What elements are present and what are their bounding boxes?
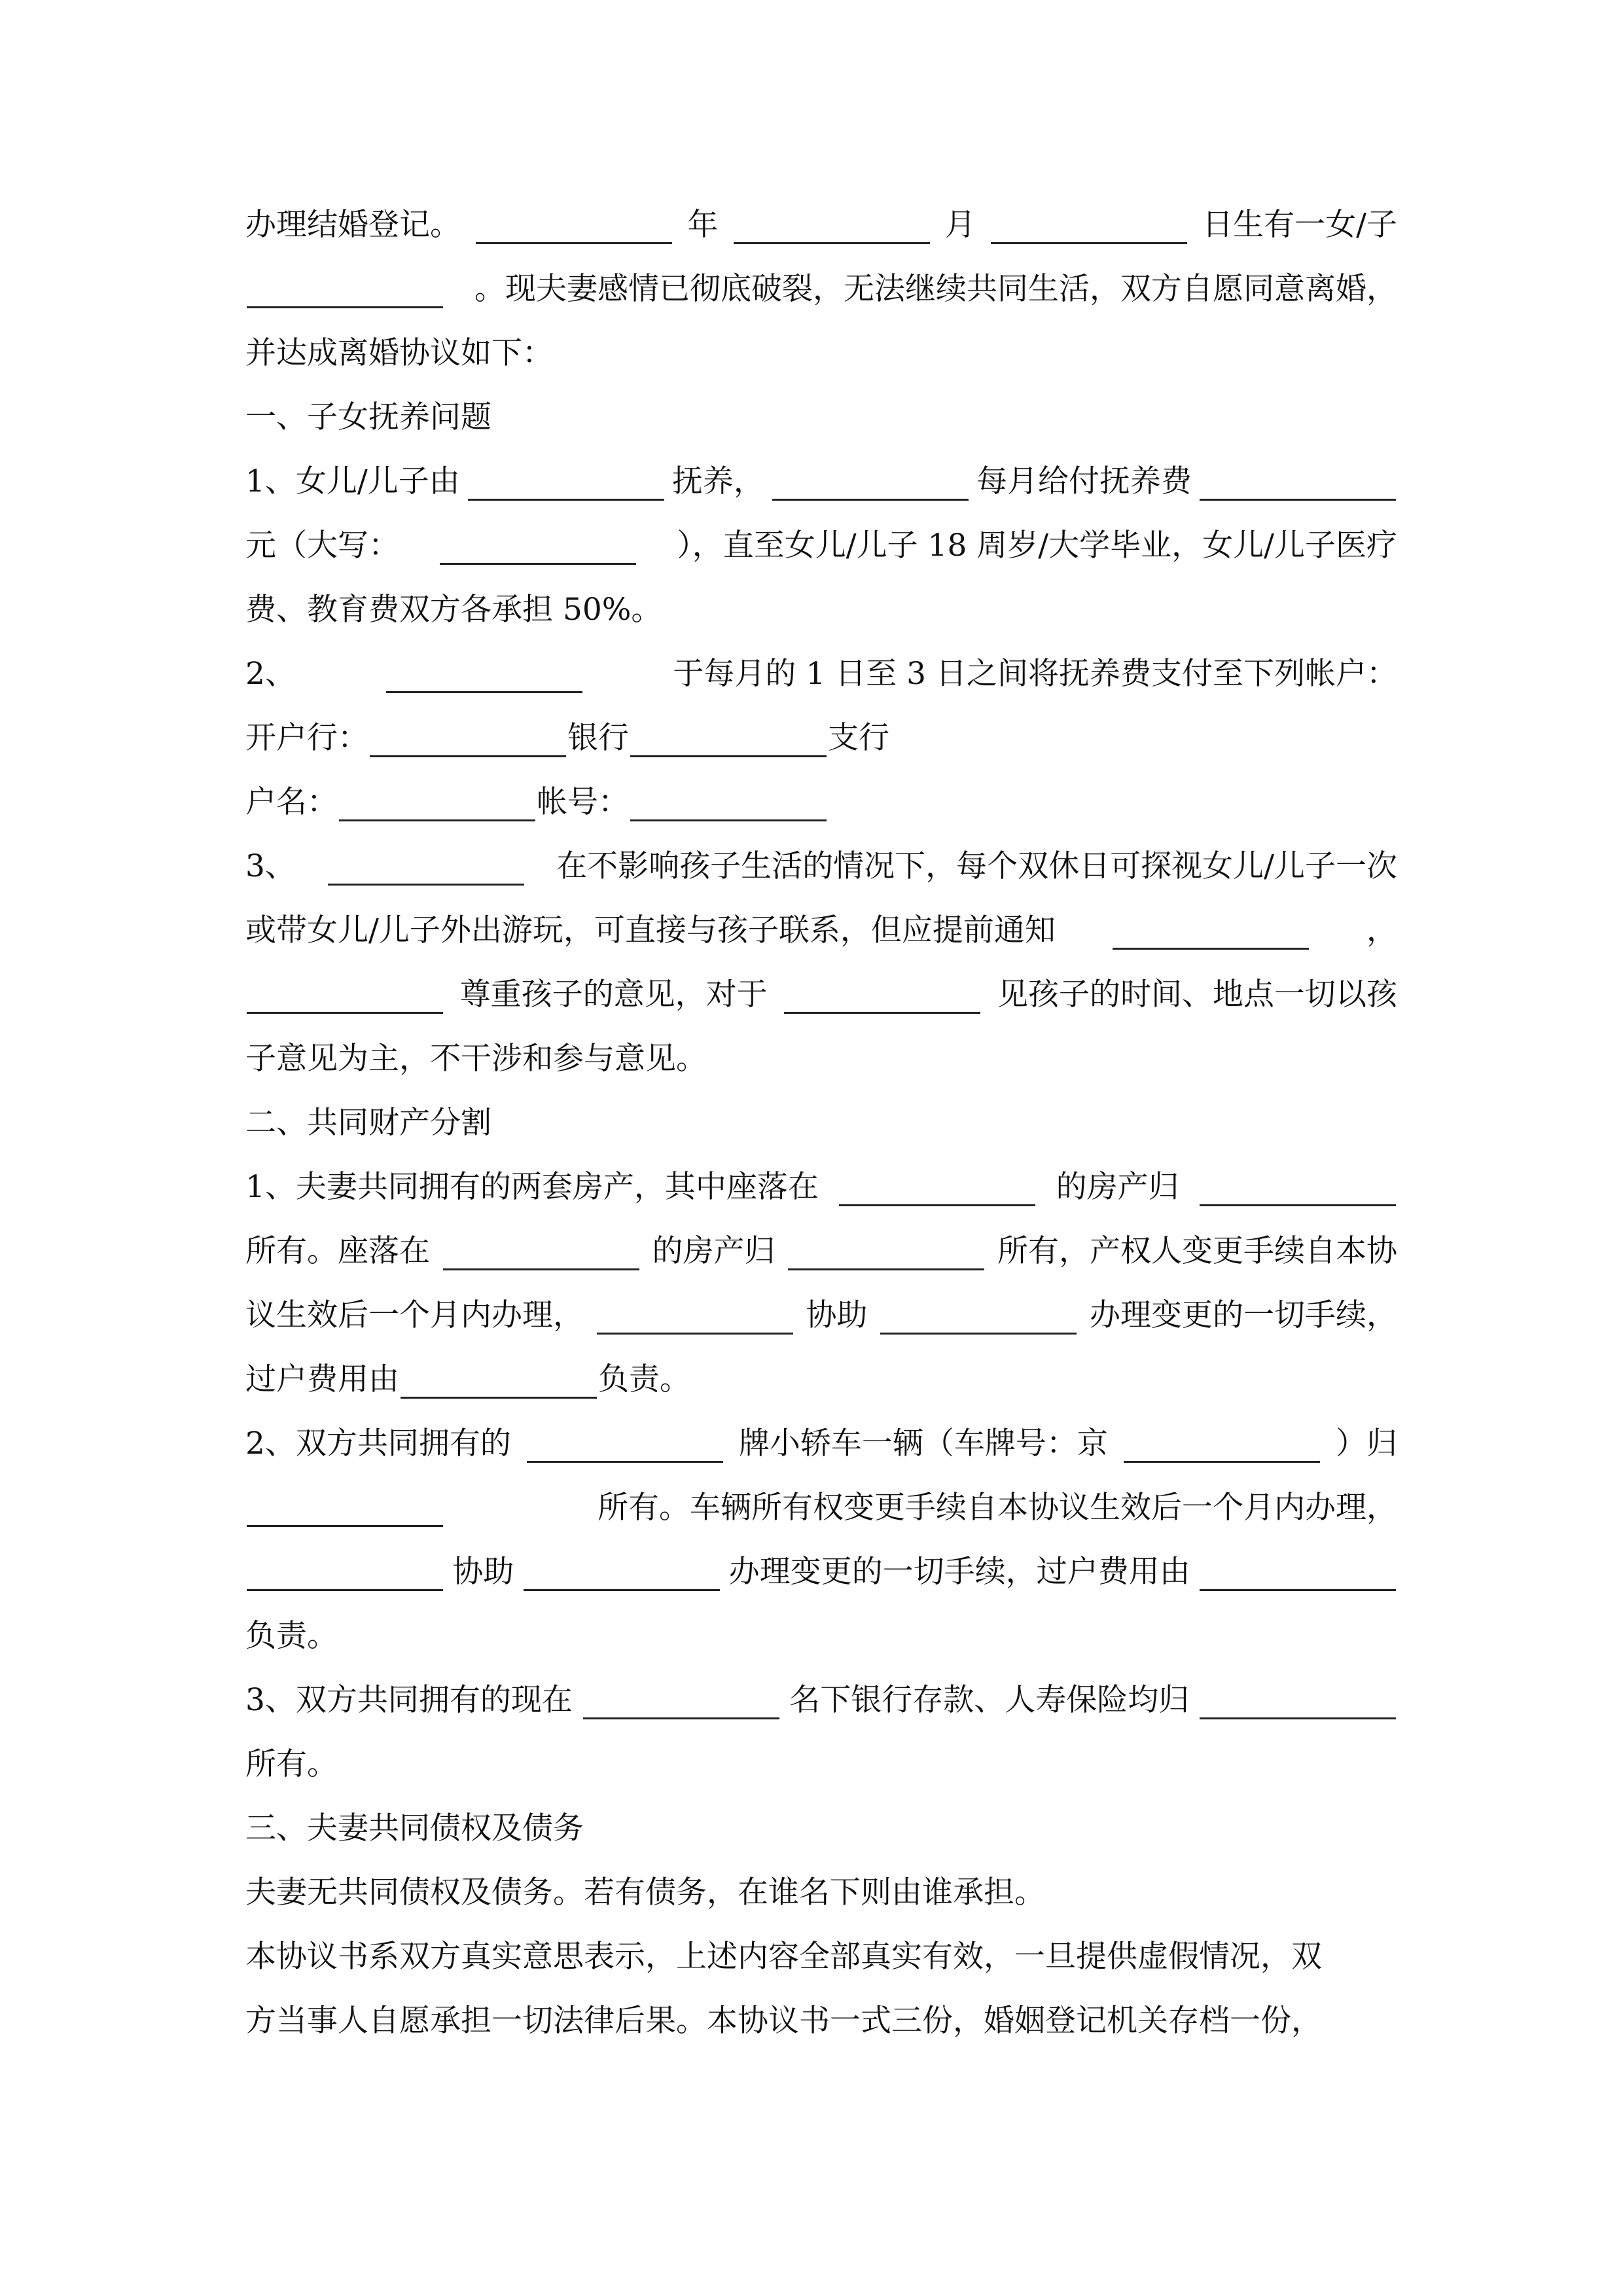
fill-in-blank[interactable] xyxy=(440,528,636,565)
line-text: 费、教育费双方各承担 50%。 xyxy=(245,592,662,628)
line-text: 名下银行存款、人寿保险均归 xyxy=(789,1682,1190,1718)
text-line xyxy=(245,899,1397,963)
line-text: 过户费用由 xyxy=(245,1361,399,1397)
fill-in-blank[interactable] xyxy=(247,1490,443,1527)
line-text: 一、子女抚养问题 xyxy=(245,399,491,435)
text-line xyxy=(245,450,1397,514)
line-text: 二、共同财产分割 xyxy=(245,1105,491,1141)
text-line xyxy=(245,1091,1397,1155)
fill-in-blank[interactable] xyxy=(524,1554,720,1591)
text-line xyxy=(245,1155,1397,1219)
text-line xyxy=(245,1668,1397,1732)
line-text: 抚养， xyxy=(671,463,764,499)
line-text: 日生有一女/子 xyxy=(1202,207,1397,243)
text-line xyxy=(245,834,1397,899)
line-text: 3、 xyxy=(245,848,296,884)
fill-in-blank[interactable] xyxy=(247,1554,443,1591)
line-text: ），直至女儿/儿子 18 周岁/大学毕业，女儿/儿子医疗 xyxy=(677,528,1397,564)
line-text: 2、 xyxy=(245,656,296,692)
line-text: 的房产归 xyxy=(652,1233,776,1269)
line-text: 办理结婚登记。 xyxy=(245,207,461,243)
text-line xyxy=(245,642,1397,706)
line-text: ）归 xyxy=(1335,1426,1397,1462)
agreement-body xyxy=(245,193,1397,2053)
text-line xyxy=(245,1476,1397,1540)
line-text: ， xyxy=(1366,912,1397,948)
fill-in-blank[interactable] xyxy=(1200,1169,1396,1206)
fill-in-blank[interactable] xyxy=(788,1233,984,1270)
text-line xyxy=(245,386,1397,450)
line-text: 办理变更的一切手续， xyxy=(1090,1297,1397,1333)
fill-in-blank[interactable] xyxy=(527,1426,723,1463)
line-text: 在不影响孩子生活的情况下，每个双休日可探视女儿/儿子一次 xyxy=(556,848,1397,884)
fill-in-blank[interactable] xyxy=(468,463,664,501)
line-text: 开户行： xyxy=(245,720,368,756)
line-text: 本协议书系双方真实意思表示，上述内容全部真实有效，一旦提供虚假情况，双 xyxy=(245,1939,1322,1975)
fill-in-blank[interactable] xyxy=(583,1682,779,1719)
fill-in-blank[interactable] xyxy=(630,784,827,821)
fill-in-blank[interactable] xyxy=(734,207,930,244)
line-text: 帐号： xyxy=(537,784,629,820)
line-text: 见孩子的时间、地点一切以孩 xyxy=(997,977,1397,1013)
text-line xyxy=(245,1604,1397,1668)
fill-in-blank[interactable] xyxy=(247,977,443,1014)
line-text: 年 xyxy=(687,207,719,243)
line-text: 月 xyxy=(944,207,976,243)
line-text: 协助 xyxy=(806,1297,868,1333)
fill-in-blank[interactable] xyxy=(247,271,443,308)
line-text: 或带女儿/儿子外出游玩，可直接与孩子联系，但应提前通知 xyxy=(245,912,1056,948)
line-text: 负责。 xyxy=(598,1361,690,1397)
fill-in-blank[interactable] xyxy=(476,207,672,244)
fill-in-blank[interactable] xyxy=(772,463,969,501)
line-text: 夫妻无共同债权及债务。若有债务，在谁名下则由谁承担。 xyxy=(245,1874,1045,1910)
text-line xyxy=(245,257,1397,321)
text-line xyxy=(245,963,1397,1027)
line-text: 所有。车辆所有权变更手续自本协议生效后一个月内办理， xyxy=(597,1490,1397,1526)
line-text: 所有。 xyxy=(245,1746,338,1782)
line-text: 所有。座落在 xyxy=(245,1233,430,1269)
line-text: 。现夫妻感情已彻底破裂，无法继续共同生活，双方自愿同意离婚， xyxy=(474,271,1397,307)
line-text: 协助 xyxy=(452,1554,514,1590)
text-line xyxy=(245,1732,1397,1797)
text-line xyxy=(245,514,1397,578)
fill-in-blank[interactable] xyxy=(630,720,827,757)
text-line xyxy=(245,1283,1397,1348)
text-line xyxy=(245,193,1397,257)
line-text: 元（大写： xyxy=(245,528,399,564)
fill-in-blank[interactable] xyxy=(386,656,582,693)
line-text: 2、双方共同拥有的 xyxy=(245,1426,511,1462)
fill-in-blank[interactable] xyxy=(1200,1554,1396,1591)
text-line xyxy=(245,770,1397,834)
line-text: 办理变更的一切手续，过户费用由 xyxy=(728,1554,1190,1590)
line-text: 的房产归 xyxy=(1056,1169,1179,1205)
fill-in-blank[interactable] xyxy=(880,1297,1077,1335)
line-text: 1、女儿/儿子由 xyxy=(245,463,460,499)
text-line xyxy=(245,578,1397,642)
fill-in-blank[interactable] xyxy=(1124,1426,1320,1463)
line-text: 于每月的 1 日至 3 日之间将抚养费支付至下列帐户： xyxy=(673,656,1397,692)
fill-in-blank[interactable] xyxy=(443,1233,639,1270)
text-line xyxy=(245,1925,1397,1989)
line-text: 3、双方共同拥有的现在 xyxy=(245,1682,573,1718)
text-line xyxy=(245,1797,1397,1861)
text-line xyxy=(245,706,1397,770)
line-text: 支行 xyxy=(828,720,889,756)
fill-in-blank[interactable] xyxy=(991,207,1187,244)
line-text: 银行 xyxy=(567,720,629,756)
fill-in-blank[interactable] xyxy=(839,1169,1035,1206)
text-line xyxy=(245,1348,1397,1412)
fill-in-blank[interactable] xyxy=(597,1297,793,1335)
line-text: 每月给付抚养费 xyxy=(976,463,1192,499)
line-text: 并达成离婚协议如下： xyxy=(245,335,553,371)
fill-in-blank[interactable] xyxy=(1200,1682,1396,1719)
text-line xyxy=(245,321,1397,386)
line-text: 子意见为主，不干涉和参与意见。 xyxy=(245,1041,707,1077)
line-text: 负责。 xyxy=(245,1618,338,1654)
fill-in-blank[interactable] xyxy=(370,720,566,757)
text-line xyxy=(245,1219,1397,1283)
fill-in-blank[interactable] xyxy=(1200,463,1396,501)
line-text: 1、夫妻共同拥有的两套房产，其中座落在 xyxy=(245,1169,819,1205)
text-line xyxy=(245,1412,1397,1476)
text-line xyxy=(245,1540,1397,1604)
fill-in-blank[interactable] xyxy=(328,848,524,886)
fill-in-blank[interactable] xyxy=(339,784,535,821)
fill-in-blank[interactable] xyxy=(784,977,980,1014)
text-line xyxy=(245,1861,1397,1925)
text-line xyxy=(245,1027,1397,1091)
text-line xyxy=(245,1989,1397,2053)
line-text: 所有，产权人变更手续自本协 xyxy=(997,1233,1397,1269)
line-text: 牌小轿车一辆（车牌号：京 xyxy=(738,1426,1108,1462)
line-text: 户名： xyxy=(245,784,338,820)
line-text: 尊重孩子的意见，对于 xyxy=(459,977,768,1013)
line-text: 议生效后一个月内办理， xyxy=(245,1297,584,1333)
line-text: 方当事人自愿承担一切法律后果。本协议书一式三份，婚姻登记机关存档一份， xyxy=(245,2003,1322,2039)
fill-in-blank[interactable] xyxy=(1113,912,1309,950)
line-text: 三、夫妻共同债权及债务 xyxy=(245,1810,584,1846)
fill-in-blank[interactable] xyxy=(401,1361,597,1399)
